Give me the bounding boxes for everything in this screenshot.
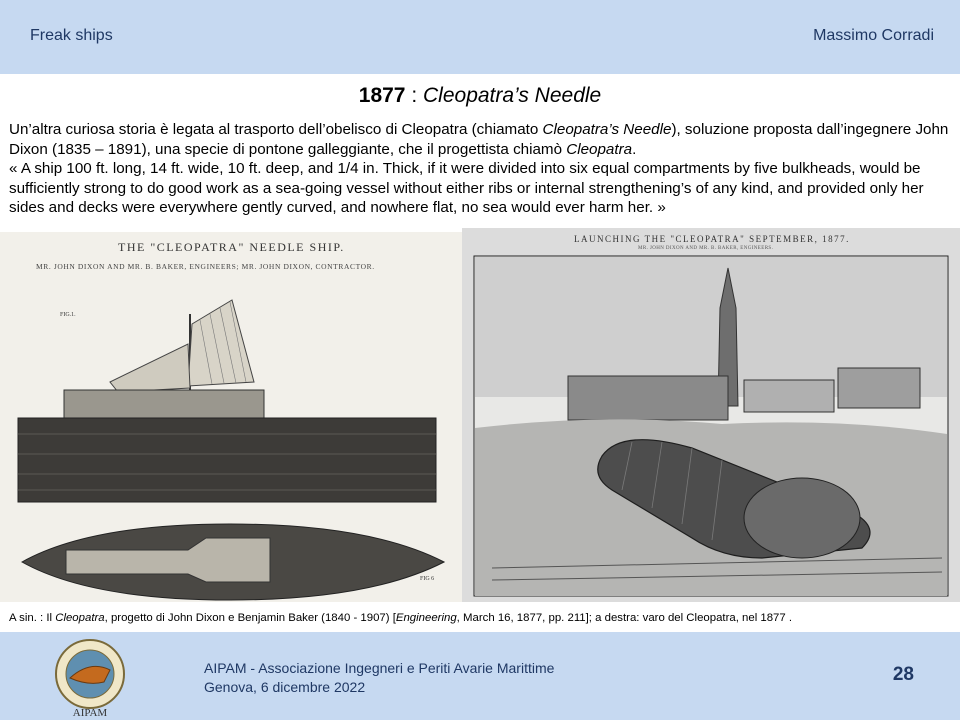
fig6-label: FIG 6 <box>420 576 435 582</box>
caption-run: A sin. : Il <box>9 612 56 624</box>
body-quote <box>9 159 954 218</box>
body-text-run: Un’altra curiosa storia è legata al trasporto dell’obelisco di Cleopatra (chiamato <box>9 121 543 138</box>
figure-right-launching <box>462 228 960 602</box>
footer-band <box>0 632 960 720</box>
body-text-run: ), soluzione proposta dall’ingegnere John Dixon (1835 – 1891), una specie di pontone galleggiante, che il progettista chiamò <box>9 121 949 158</box>
title-name: Cleopatra’s Needle <box>423 84 602 107</box>
fig1-label: FIG.1. <box>60 312 76 318</box>
header-author: Massimo Corradi <box>813 27 934 44</box>
page-number: 28 <box>892 664 914 685</box>
figure-left-title: THE "CLEOPATRA" NEEDLE SHIP. <box>118 240 345 254</box>
figure-left-subtitle: MR. JOHN DIXON AND MR. B. BAKER, ENGINEERS; MR. JOHN DIXON, CONTRACTOR. <box>36 262 375 271</box>
body-italic-needle: Cleopatra’s Needle <box>542 121 672 138</box>
body-text-run: . <box>632 140 637 158</box>
launching-drawing <box>462 228 960 602</box>
title-year: 1877 <box>358 84 406 107</box>
body-text <box>9 120 954 218</box>
figure-right-title: LAUNCHING THE "CLEOPATRA" SEPTEMBER, 1877. <box>574 234 850 244</box>
needle-ship-drawing <box>0 232 462 602</box>
header-left-title: Freak ships <box>30 27 113 44</box>
aipam-logo <box>52 638 128 718</box>
caption-italic-cleopatra: Cleopatra <box>55 612 105 624</box>
figure-left-needle-ship <box>0 232 462 602</box>
caption-run: , March 16, 1877, pp. 211]; a destra: varo del Cleopatra, nel 1877 . <box>456 612 793 624</box>
footer-association: AIPAM - Associazione Ingegneri e Periti Avarie Marittime <box>204 660 555 676</box>
body-paragraph-1 <box>9 120 954 159</box>
logo-text: AIPAM <box>72 707 108 718</box>
caption-italic-engineering: Engineering <box>395 612 457 624</box>
title-separator: : <box>405 84 423 107</box>
caption-run: , progetto di John Dixon e Benjamin Baker (1840 - 1907) [ <box>104 612 396 624</box>
quote-text: « A ship 100 ft. long, 14 ft. wide, 10 ft. deep, and 1/4 in. Thick, if it were divided into six equal compartments by five bulkheads, would be sufficiently strong to do good work as a sea-going vessel without either ribs or internal strengthening’s of any kind, and provided only her sides and decks were everywhere gently curved, and nowhere flat, no sea would ever harm her. » <box>9 160 924 217</box>
slide-title <box>0 84 960 108</box>
aipam-logo-icon <box>52 638 128 718</box>
figure-caption <box>9 612 954 624</box>
footer-date: Genova, 6 dicembre 2022 <box>204 679 366 695</box>
figure-right-subtitle: MR. JOHN DIXON AND MR. B. BAKER, ENGINEERS. <box>638 246 774 251</box>
body-italic-cleopatra: Cleopatra <box>566 140 633 158</box>
